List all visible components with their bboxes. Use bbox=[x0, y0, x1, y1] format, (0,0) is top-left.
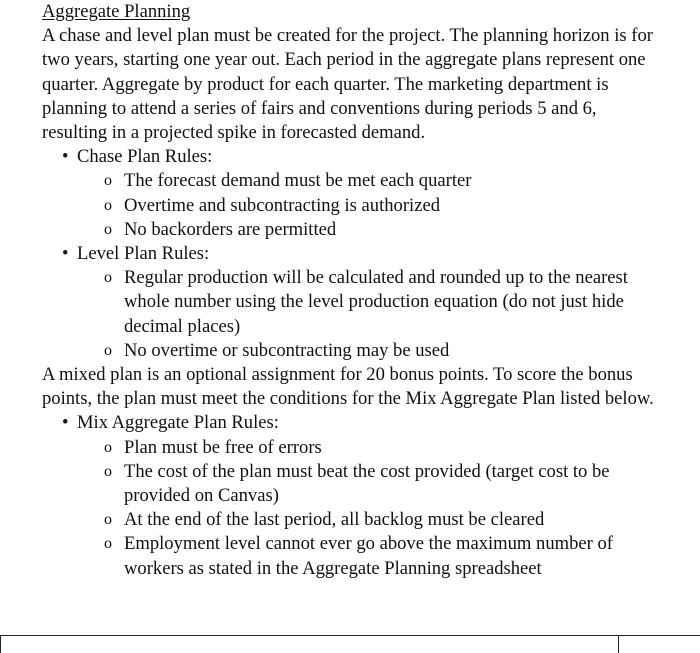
chase-rule-item bbox=[42, 218, 662, 242]
circle-bullet-icon: o bbox=[104, 341, 112, 359]
bottom-divider bbox=[0, 635, 700, 636]
level-heading: Level Plan Rules: bbox=[77, 243, 210, 265]
mix-heading: Mix Aggregate Plan Rules: bbox=[77, 412, 279, 434]
level-rule: No overtime or subcontracting may be used bbox=[124, 339, 450, 361]
mix-section bbox=[42, 411, 662, 580]
chase-rule-item bbox=[42, 169, 662, 193]
mixed-intro-paragraph: A mixed plan is an optional assignment for 20 bonus points. To score the bonus points, the plan must meet the conditions for the Mix Aggregate Plan listed below. bbox=[42, 364, 654, 410]
document-body bbox=[42, 0, 662, 581]
bottom-divider-left-edge bbox=[0, 635, 1, 653]
circle-bullet-icon: o bbox=[104, 511, 112, 529]
document-title: Aggregate Planning bbox=[42, 1, 191, 22]
circle-bullet-icon: o bbox=[104, 535, 112, 553]
circle-bullet-icon: o bbox=[104, 196, 112, 214]
bullet-icon: • bbox=[62, 243, 69, 265]
circle-bullet-icon: o bbox=[104, 220, 112, 238]
chase-rule: The forecast demand must be met each quarter bbox=[124, 170, 472, 192]
chase-rule: No backorders are permitted bbox=[124, 218, 337, 240]
chase-rule: Overtime and subcontracting is authorized bbox=[124, 194, 440, 216]
chase-rule-item bbox=[42, 194, 662, 218]
chase-heading: Chase Plan Rules: bbox=[77, 146, 213, 168]
mix-rule: Plan must be free of errors bbox=[124, 436, 322, 458]
level-rule: Regular production will be calculated and rounded up to the nearest whole number using the level production equation (do not just hide decimal places) bbox=[124, 267, 628, 337]
mix-heading-item bbox=[42, 411, 662, 435]
circle-bullet-icon: o bbox=[104, 269, 112, 287]
bullet-icon: • bbox=[62, 146, 69, 168]
mix-rule: Employment level cannot ever go above the maximum number of workers as stated in the Aggregate Planning spreadsheet bbox=[124, 533, 613, 579]
circle-bullet-icon: o bbox=[104, 462, 112, 480]
mix-rule-item bbox=[42, 508, 662, 532]
circle-bullet-icon: o bbox=[104, 438, 112, 456]
mix-rule: At the end of the last period, all backlog must be cleared bbox=[124, 509, 545, 531]
mix-rule-item bbox=[42, 436, 662, 460]
level-rule-item bbox=[42, 339, 662, 363]
bottom-divider-right-edge bbox=[618, 635, 619, 653]
bullet-icon: • bbox=[62, 412, 69, 434]
mix-rule: The cost of the plan must beat the cost provided (target cost to be provided on Canvas) bbox=[124, 460, 610, 507]
level-section bbox=[42, 242, 662, 363]
chase-section bbox=[42, 145, 662, 242]
level-heading-item bbox=[42, 242, 662, 266]
mix-rule-item bbox=[42, 460, 662, 508]
circle-bullet-icon: o bbox=[104, 172, 112, 190]
chase-heading-item bbox=[42, 145, 662, 169]
intro-paragraph: A chase and level plan must be created for the project. The planning horizon is for two years, starting one year out. Each period in the aggregate plans represent one quarter. Aggregate by product for each quarter. The marketing department is planning to attend a series of fairs and conventions during periods 5 and 6, resulting in a projected spike in forecasted demand. bbox=[42, 25, 653, 144]
level-rule-item bbox=[42, 266, 662, 339]
mix-rule-item bbox=[42, 532, 662, 580]
